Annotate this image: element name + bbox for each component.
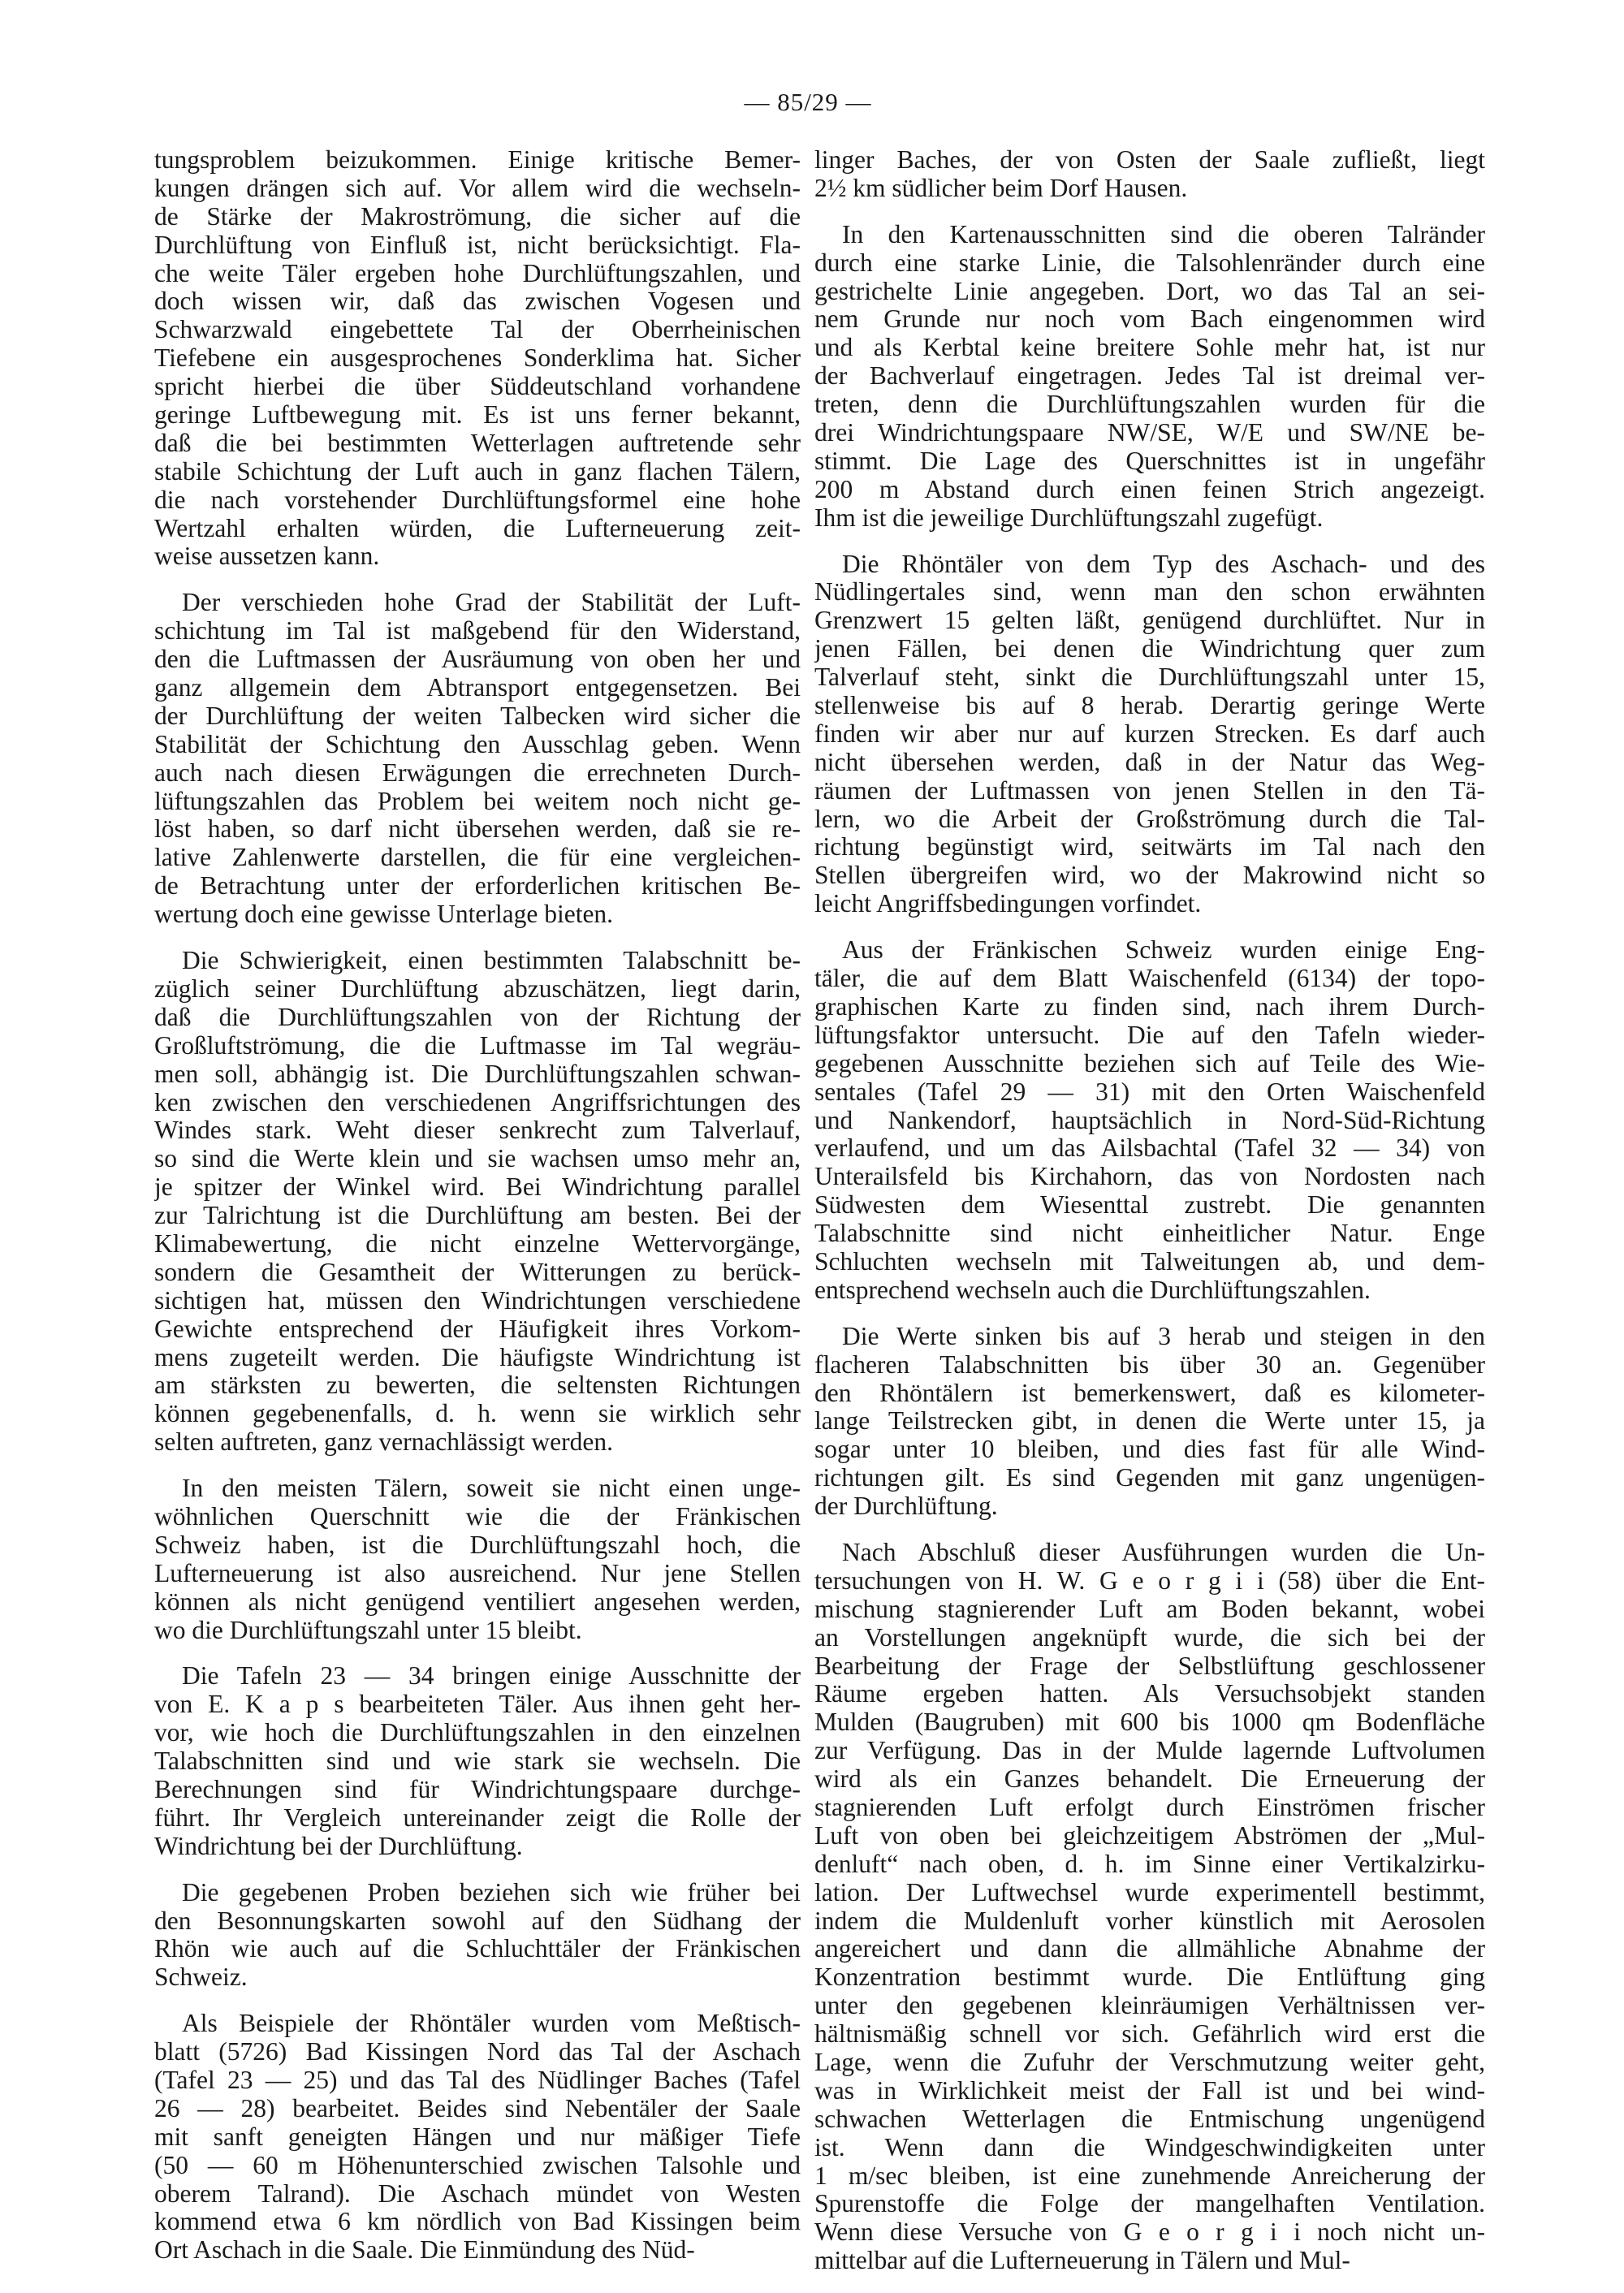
text-line: denluft“ nach oben, d. h. im Sinne einer Vertikalzirku- [814, 1850, 1485, 1878]
text-line: 200 m Abstand durch einen feinen Strich angezeigt. [814, 475, 1485, 503]
text-line: die nach vorstehender Durchlüftungsformel eine hohe [154, 486, 801, 514]
text-line: Schweiz haben, ist die Durchlüftungszahl hoch, die [154, 1531, 801, 1559]
text-line: men soll, abhängig ist. Die Durchlüftungszahlen schwan- [154, 1060, 801, 1088]
paragraph [154, 2010, 801, 2265]
text-line: drei Windrichtungspaare NW/SE, W/E und SW/NE be- [814, 419, 1485, 447]
text-line: mens zugeteilt werden. Die häufigste Windrichtung ist [154, 1343, 801, 1371]
text-line: Gewichte entsprechend der Häufigkeit ihres Vorkom- [154, 1315, 801, 1343]
paragraph [814, 1539, 1485, 2275]
text-line: Der verschieden hohe Grad der Stabilität der Luft- [182, 589, 801, 617]
text-line: sentales (Tafel 29 — 31) mit den Orten Waischenfeld [814, 1077, 1485, 1106]
text-line: (Tafel 23 — 25) und das Tal des Nüdlinger Baches (Tafel [154, 2066, 801, 2094]
text-line: Die Rhöntäler von dem Typ des Aschach- und des [842, 550, 1485, 578]
text-line: gestrichelte Linie angegeben. Dort, wo das Tal an sei- [814, 277, 1485, 305]
text-line: Windrichtung bei der Durchlüftung. [154, 1832, 523, 1860]
text-line: der Bachverlauf eingetragen. Jedes Tal ist dreimal ver- [814, 362, 1485, 391]
text-line: der Durchlüftung der weiten Talbecken wird sicher die [154, 702, 801, 730]
text-line: Luft von oben bei gleichzeitigem Abströmen der „Mul- [814, 1821, 1485, 1850]
text-line: Grenzwert 15 gelten läßt, genügend durchlüftet. Nur in [814, 607, 1485, 635]
text-line: Mulden (Baugruben) mit 600 bis 1000 qm Bodenfläche [814, 1708, 1485, 1737]
text-line: Stabilität der Schichtung den Ausschlag geben. Wenn [154, 730, 801, 758]
text-line: kungen drängen sich auf. Vor allem wird die wechseln- [154, 174, 801, 202]
text-line: wo die Durchlüftungszahl unter 15 bleibt. [154, 1616, 582, 1644]
text-line: Räume ergeben hatten. Als Versuchsobjekt standen [814, 1680, 1485, 1708]
text-line: Nüdlingertales sind, wenn man den schon erwähnten [814, 578, 1485, 607]
text-line: wöhnlichen Querschnitt wie die der Fränkischen [154, 1502, 801, 1531]
text-line: sichtigen hat, müssen den Windrichtungen verschiedene [154, 1286, 801, 1315]
text-line: flacheren Talabschnitten bis über 30 an. Gegenüber [814, 1350, 1485, 1379]
text-line: tersuchungen von H. W. G e o r g i i (58) über die Ent- [814, 1566, 1485, 1595]
text-line: richtung begünstigt wird, seitwärts im Tal nach den [814, 833, 1485, 861]
text-line: sondern die Gesamtheit der Witterungen zu berück- [154, 1258, 801, 1286]
text-line: de Betrachtung unter der erforderlichen kritischen Be- [154, 872, 801, 900]
text-line: graphischen Karte zu finden sind, nach ihrem Durch- [814, 992, 1485, 1021]
text-line: che weite Täler ergeben hohe Durchlüftungszahlen, und [154, 259, 801, 287]
text-line: daß die bei bestimmten Wetterlagen auftretende sehr [154, 429, 801, 457]
text-line: Tiefebene ein ausgesprochenes Sonderklima hat. Sicher [154, 344, 801, 373]
text-line: ganz allgemein dem Abtransport entgegensetzen. Bei [154, 674, 801, 702]
text-line: nicht übersehen werden, daß in der Natur das Weg- [814, 748, 1485, 776]
page-number: — 85/29 — [744, 88, 872, 116]
text-line: entsprechend wechseln auch die Durchlüftungszahlen. [814, 1276, 1371, 1304]
text-line: treten, denn die Durchlüftungszahlen wurden für die [814, 391, 1485, 419]
text-line: täler, die auf dem Blatt Waischenfeld (6134) der topo- [814, 965, 1485, 993]
text-line: lüftungszahlen das Problem bei weitem noch nicht ge- [154, 787, 801, 815]
text-line: so sind die Werte klein und sie wachsen umso mehr an, [154, 1145, 801, 1173]
text-line: stabile Schichtung der Luft auch in ganz flachen Tälern, [154, 457, 801, 486]
text-line: Ort Aschach in die Saale. Die Einmündung des Nüd- [154, 2236, 695, 2265]
text-line: den Besonnungskarten sowohl auf den Südhang der [154, 1907, 801, 1935]
text-line: mittelbar auf die Lufterneuerung in Tälern und Mul- [814, 2247, 1350, 2275]
text-line: blatt (5726) Bad Kissingen Nord das Tal der Aschach [154, 2038, 801, 2066]
text-line: lation. Der Luftwechsel wurde experimentell bestimmt, [814, 1878, 1485, 1907]
text-line: unter den gegebenen kleinräumigen Verhältnissen ver- [814, 1992, 1485, 2020]
text-line: lern, wo die Arbeit der Großströmung durch die Tal- [814, 805, 1485, 833]
text-line: was in Wirklichkeit meist der Fall ist und bei wind- [814, 2076, 1485, 2105]
text-line: gegebenen Ausschnitte beziehen sich auf Teile des Wie- [814, 1049, 1485, 1077]
text-line: Die Tafeln 23 — 34 bringen einige Ausschnitte der [182, 1662, 801, 1691]
text-line: ist. Wenn dann die Windgeschwindigkeiten unter [814, 2133, 1485, 2161]
text-line: mit sanft geneigten Hängen und nur mäßiger Tiefe [154, 2122, 801, 2151]
text-line: Schwarzwald eingebettete Tal der Oberrheinischen [154, 316, 801, 344]
text-line: In den Kartenausschnitten sind die oberen Talränder [842, 220, 1485, 248]
text-line: lative Zahlenwerte darstellen, die für eine vergleichen- [154, 844, 801, 872]
text-line: Talverlauf steht, sinkt die Durchlüftungszahl unter 15, [814, 663, 1485, 692]
text-line: Ihm ist die jeweilige Durchlüftungszahl zugefügt. [814, 503, 1324, 532]
text-line: führt. Ihr Vergleich untereinander zeigt die Rolle der [154, 1803, 801, 1832]
text-line: In den meisten Tälern, soweit sie nicht einen unge- [182, 1475, 801, 1503]
text-line: linger Baches, der von Osten der Saale zufließt, liegt [814, 146, 1485, 174]
text-line: züglich seiner Durchlüftung abzuschätzen, liegt darin, [154, 974, 801, 1003]
text-line: zur Verfügung. Das in der Mulde lagernde Luftvolumen [814, 1737, 1485, 1765]
text-line: Die gegebenen Proben beziehen sich wie früher bei [182, 1878, 801, 1907]
text-line: und als Kerbtal keine breitere Sohle mehr hat, ist nur [814, 334, 1485, 362]
text-line: Talabschnitte sind nicht einheitlicher Natur. Enge [814, 1220, 1485, 1248]
text-line: wertung doch eine gewisse Unterlage bieten. [154, 900, 614, 929]
text-line: angereichert und dann die allmähliche Abnahme der [814, 1935, 1485, 1963]
text-line: Berechnungen sind für Windrichtungspaare durchge- [154, 1775, 801, 1803]
text-line: richtungen gilt. Es sind Gegenden mit ganz ungenügen- [814, 1464, 1485, 1492]
text-line: löst haben, so darf nicht übersehen werden, daß sie re- [154, 815, 801, 844]
paragraph [154, 1662, 801, 1860]
paragraph [814, 1323, 1485, 1521]
paragraph [154, 146, 801, 571]
text-line: stimmt. Die Lage des Querschnittes ist in ungefähr [814, 447, 1485, 475]
text-line: 2½ km südlicher beim Dorf Hausen. [814, 174, 1188, 202]
text-line: der Durchlüftung. [814, 1492, 998, 1521]
text-line: Aus der Fränkischen Schweiz wurden einige Eng- [842, 936, 1485, 965]
left-text-column [154, 146, 801, 2282]
text-line: den die Luftmassen der Ausräumung von oben her und [154, 646, 801, 674]
text-line: auch nach diesen Erwägungen die errechneten Durch- [154, 758, 801, 787]
text-line: Wertzahl erhalten würden, die Lufterneuerung zeit- [154, 514, 801, 542]
text-line: lüftungsfaktor untersucht. Die auf den Tafeln wieder- [814, 1021, 1485, 1049]
text-line: hältnismäßig schnell vor sich. Gefährlich wird erst die [814, 2020, 1485, 2049]
text-line: Konzentration bestimmt wurde. Die Entlüftung ging [814, 1963, 1485, 1992]
text-line: leicht Angriffsbedingungen vorfindet. [814, 890, 1202, 918]
text-line: geringe Luftbewegung mit. Es ist uns ferner bekannt, [154, 401, 801, 430]
text-line: Klimabewertung, die nicht einzelne Wettervorgänge, [154, 1229, 801, 1258]
text-line: ken zwischen den verschiedenen Angriffsrichtungen des [154, 1088, 801, 1116]
text-line: Windes stark. Weht dieser senkrecht zum Talverlauf, [154, 1116, 801, 1145]
text-line: Die Werte sinken bis auf 3 herab und steigen in den [842, 1322, 1485, 1350]
paragraph [154, 1475, 801, 1644]
text-line: vor, wie hoch die Durchlüftungszahlen in den einzelnen [154, 1719, 801, 1747]
text-line: zur Talrichtung ist die Durchlüftung am besten. Bei der [154, 1202, 801, 1230]
text-line: lange Teilstrecken gibt, in denen die Werte unter 15, ja [814, 1407, 1485, 1436]
right-text-column [814, 146, 1485, 2293]
text-line: Lufterneuerung ist also ausreichend. Nur jene Stellen [154, 1559, 801, 1587]
text-line: stagnierenden Luft erfolgt durch Einströmen frischer [814, 1793, 1485, 1821]
text-line: Talabschnitten sind und wie stark sie wechseln. Die [154, 1747, 801, 1776]
paragraph [814, 936, 1485, 1305]
text-line: Die Schwierigkeit, einen bestimmten Talabschnitt be- [182, 947, 801, 975]
text-line: doch wissen wir, daß das zwischen Vogesen und [154, 287, 801, 316]
text-line: jenen Fällen, bei denen die Windrichtung quer zum [814, 635, 1485, 663]
paragraph [814, 221, 1485, 533]
text-line: Wenn diese Versuche von G e o r g i i noch nicht un- [814, 2218, 1485, 2247]
paragraph [154, 947, 801, 1457]
text-line: am stärksten zu bewerten, die seltensten Richtungen [154, 1371, 801, 1400]
paragraph [154, 1879, 801, 1993]
text-line: wird als ein Ganzes behandelt. Die Erneuerung der [814, 1765, 1485, 1794]
text-line: räumen der Luftmassen von jenen Stellen in den Tä- [814, 776, 1485, 805]
text-line: mischung stagnierender Luft am Boden bekannt, wobei [814, 1595, 1485, 1623]
text-line: 26 — 28) bearbeitet. Beides sind Nebentäler der Saale [154, 2094, 801, 2122]
text-line: indem die Muldenluft vorher künstlich mit Aerosolen [814, 1907, 1485, 1935]
text-line: Schweiz. [154, 1963, 248, 1992]
text-line: de Stärke der Makroströmung, die sicher auf die [154, 202, 801, 231]
text-line: von E. K a p s bearbeiteten Täler. Aus ihnen geht her- [154, 1691, 801, 1719]
text-line: Schluchten wechseln mit Talweitungen ab, und dem- [814, 1247, 1485, 1276]
text-line: Lage, wenn die Zufuhr der Verschmutzung weiter geht, [814, 2049, 1485, 2076]
text-line: tungsproblem beizukommen. Einige kritische Bemer- [154, 146, 801, 174]
text-line: verlaufend, und um das Ailsbachtal (Tafel 32 — 34) von [814, 1134, 1485, 1163]
text-line: selten auftreten, ganz vernachlässigt werden. [154, 1428, 614, 1457]
text-line: an Vorstellungen angeknüpft wurde, die sich bei der [814, 1623, 1485, 1652]
text-line: schichtung im Tal ist maßgebend für den Widerstand, [154, 617, 801, 646]
text-line: Stellen übergreifen wird, wo der Makrowind nicht so [814, 861, 1485, 890]
text-line: Als Beispiele der Rhöntäler wurden vom Meßtisch- [182, 2010, 801, 2038]
text-line: nem Grunde nur noch vom Bach eingenommen wird [814, 305, 1485, 334]
paragraph [154, 589, 801, 929]
text-line: und Nankendorf, hauptsächlich in Nord-Süd-Richtung [814, 1106, 1485, 1134]
text-line: finden wir aber nur auf kurzen Strecken. Es darf auch [814, 719, 1485, 748]
text-line: Großluftströmung, die die Luftmasse im Tal wegräu- [154, 1031, 801, 1060]
text-line: weise aussetzen kann. [154, 542, 380, 571]
text-line: Durchlüftung von Einfluß ist, nicht berücksichtigt. Fla- [154, 231, 801, 259]
text-line: daß die Durchlüftungszahlen von der Richtung der [154, 1003, 801, 1031]
text-line: stellenweise bis auf 8 herab. Derartig geringe Werte [814, 692, 1485, 720]
text-line: Unterailsfeld bis Kirchahorn, das von Nordosten nach [814, 1163, 1485, 1191]
text-line: oberem Talrand). Die Aschach mündet von Westen [154, 2179, 801, 2208]
paragraph [814, 551, 1485, 919]
text-line: sogar unter 10 bleiben, und dies fast für alle Wind- [814, 1436, 1485, 1464]
text-line: Rhön wie auch auf die Schluchttäler der Fränkischen [154, 1935, 801, 1963]
text-line: können gegebenenfalls, d. h. wenn sie wirklich sehr [154, 1400, 801, 1428]
text-line: spricht hierbei die über Süddeutschland vorhandene [154, 373, 801, 401]
text-line: können als nicht genügend ventiliert angesehen werden, [154, 1587, 801, 1616]
text-line: den Rhöntälern ist bemerkenswert, daß es kilometer- [814, 1379, 1485, 1407]
text-line: 1 m/sec bleiben, ist eine zunehmende Anreicherung der [814, 2161, 1485, 2190]
text-line: je spitzer der Winkel wird. Bei Windrichtung parallel [154, 1173, 801, 1202]
text-line: (50 — 60 m Höhenunterschied zwischen Talsohle und [154, 2151, 801, 2179]
text-line: kommend etwa 6 km nördlich von Bad Kissingen beim [154, 2208, 801, 2236]
text-line: Spurenstoffe die Folge der mangelhaften Ventilation. [814, 2190, 1485, 2218]
text-line: Nach Abschluß dieser Ausführungen wurden die Un- [842, 1538, 1485, 1566]
text-line: schwachen Wetterlagen die Entmischung ungenügend [814, 2105, 1485, 2133]
text-line: Bearbeitung der Frage der Selbstlüftung geschlossener [814, 1652, 1485, 1680]
text-line: durch eine starke Linie, die Talsohlenränder durch eine [814, 248, 1485, 277]
paragraph [814, 146, 1485, 203]
text-line: Südwesten dem Wiesenttal zustrebt. Die genannten [814, 1191, 1485, 1220]
